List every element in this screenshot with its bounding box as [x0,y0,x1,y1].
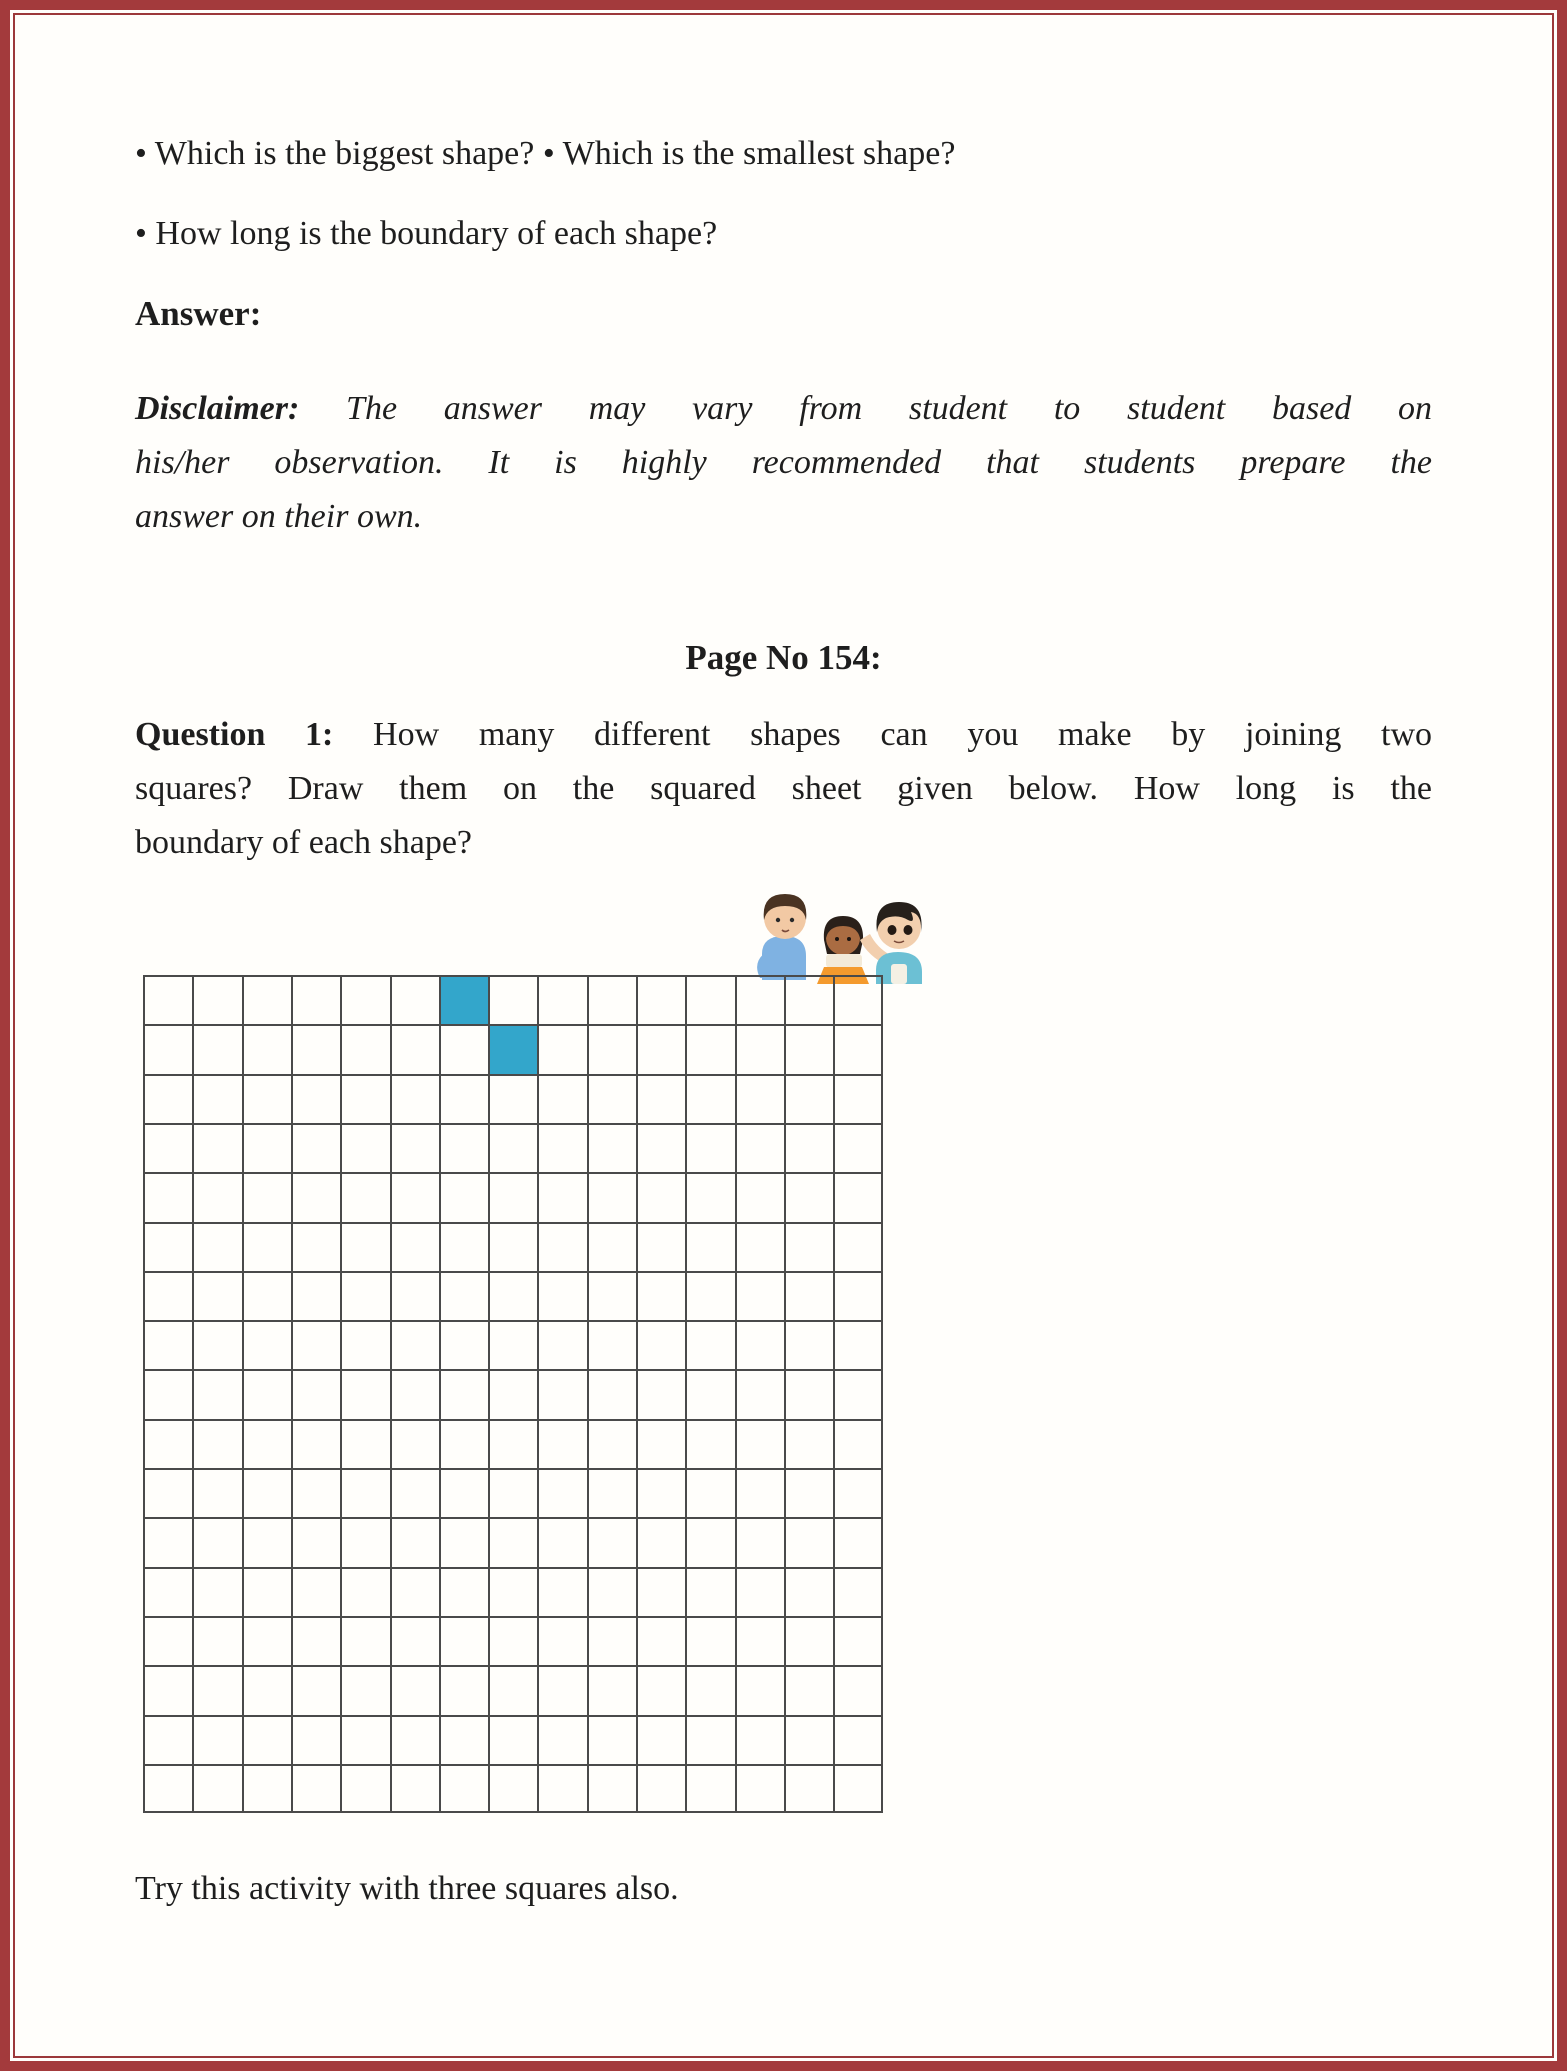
child-right [860,902,922,984]
grid-line-horizontal [143,1764,883,1766]
grid-line-horizontal [143,975,883,977]
answer-label: Answer: [135,294,262,333]
grid-line-horizontal [143,1074,883,1076]
question-line-3: boundary of each shape? [135,824,473,861]
grid-line-vertical [587,975,589,1813]
question-paragraph [135,708,1432,870]
grid-line-vertical [192,975,194,1813]
disclaimer-line-1: Disclaimer: The answer may vary from student to student based on [135,390,1433,427]
grid-line-vertical [439,975,441,1813]
disclaimer-line-3: answer on their own. [135,498,423,535]
grid-line-vertical [242,975,244,1813]
grid-line-vertical [340,975,342,1813]
grid-line-horizontal [143,1369,883,1371]
page-heading: Page No 154: [685,638,882,677]
grid-line-horizontal [143,1172,883,1174]
filled-grid-cell [439,975,488,1024]
grid-line-horizontal [143,1419,883,1421]
disclaimer-line-2: his/her observation. It is highly recommended that students prepare the [135,444,1432,481]
grid-line-horizontal [143,1616,883,1618]
disclaimer-label: Disclaimer: [135,390,300,427]
grid-line-horizontal [143,1123,883,1125]
grid-line-vertical [390,975,392,1813]
grid-line-horizontal [143,1517,883,1519]
grid-line-horizontal [143,1715,883,1717]
question-label: Question 1: [135,716,334,753]
grid-line-horizontal [143,1567,883,1569]
page-content [10,10,1557,2061]
bullet-question-2: • How long is the boundary of each shape? [135,215,718,252]
grid-line-horizontal [143,1665,883,1667]
grid-line-vertical [735,975,737,1813]
grid-line-horizontal [143,1222,883,1224]
question-line-2: squares? Draw them on the squared sheet given below. How long is the [135,770,1432,807]
filled-grid-cell [488,1024,537,1073]
grid-line-horizontal [143,1811,883,1813]
grid-line-vertical [881,975,883,1813]
grid-line-horizontal [143,1320,883,1322]
grid-line-vertical [833,975,835,1813]
grid-line-horizontal [143,1468,883,1470]
grid-line-vertical [291,975,293,1813]
squared-sheet-area [143,975,1432,1813]
disclaimer-paragraph [135,382,1432,544]
grid-line-vertical [488,975,490,1813]
squared-grid [143,975,883,1813]
child-girl-middle [817,916,869,984]
grid-line-vertical [636,975,638,1813]
three-children-illustration [748,880,934,984]
bullet-question-1: • Which is the biggest shape? • Which is the smallest shape? [135,135,956,172]
grid-line-horizontal [143,1024,883,1026]
grid-line-vertical [537,975,539,1813]
footer-note: Try this activity with three squares also. [135,1870,679,1908]
child-boy-left [757,894,806,980]
grid-line-horizontal [143,1271,883,1273]
grid-line-vertical [685,975,687,1813]
question-line-1: Question 1: How many different shapes can you make by joining two [135,716,1432,753]
grid-line-vertical [784,975,786,1813]
grid-line-vertical [143,975,145,1813]
